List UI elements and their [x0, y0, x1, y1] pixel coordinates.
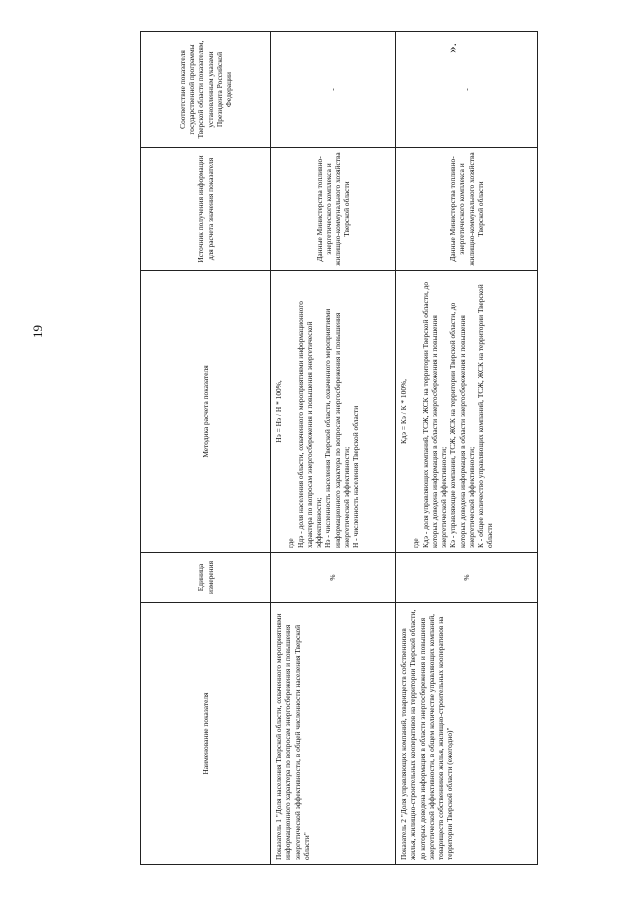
- indicator-method: [271, 271, 396, 553]
- method-line: К - общее количество управляющих компаний, ТСЖ, ЖСК на территории Тверской области: [476, 284, 495, 548]
- method-line: Ндэ - доля населения области, охваченного мероприятиями информационного характера по вопросам энергосбережения и повышения энергетической эффективности;: [295, 301, 323, 548]
- indicator-source: Данные Министерства топливно-энергетического комплекса и жилищно-коммунального хозяйства Тверской области: [396, 148, 538, 271]
- table-row: [271, 32, 396, 865]
- indicator-name: Показатель 1 "Доля населения Тверской области, охваченного мероприятиями информационного характера по вопросам энергосбережения и повышения энергетической эффективности, в общей численности населения Тверской области": [271, 603, 396, 865]
- indicator-compliance: -: [396, 32, 538, 148]
- indicator-name: Показатель 2 "Доля управляющих компаний, товариществ собственников жилья, жилищно-строительных кооперативов на территории Тверской области, до которых доведена информация в области энергосбережения и повышения энергетической эффективности, в общем количестве управляющих компаний, товариществ собственников жилья, жилищно-строительных кооперативов на территории Тверской области (ежегодно)": [396, 603, 538, 865]
- header-source: Источник получения информации для расчета значения показателя: [141, 148, 271, 271]
- method-line: где: [286, 538, 296, 548]
- header-indicator-name: Наименование показателя: [141, 603, 271, 865]
- indicator-unit: %: [271, 553, 396, 603]
- header-method: Методика расчета показателя: [141, 271, 271, 553]
- page-number: 19: [30, 325, 45, 338]
- indicator-table: [140, 31, 538, 865]
- header-unit: Единица измерения: [141, 553, 271, 603]
- method-formula: Нэ = Нэ / Н * 100%,: [274, 380, 283, 443]
- table-header-row: [141, 32, 271, 865]
- indicator-source: Данные Министерства топливно-энергетического комплекса и жилищно-коммунального хозяйства Тверской области: [271, 148, 396, 271]
- method-line: Кдэ - доля управляющих компаний, ТСЖ, ЖСК на территории Тверской области, до которых доведена информация в области энергосбережения и повышения энергетической эффективности;: [420, 281, 448, 548]
- indicator-compliance: -: [271, 32, 396, 148]
- method-line: где: [411, 538, 421, 548]
- table-row: [396, 32, 538, 865]
- method-line: Кэ - управляющие компании, ТСЖ, ЖСК на территории Тверской области, до которых доведена информация в области энергосбережения и повышения энергетической эффективности;: [448, 302, 476, 548]
- header-compliance: Соответствие показателя государственной программы Тверской области показателям, установленным указами Президента Российской Федерации: [141, 32, 271, 148]
- method-line: Н - численность населения Тверской области: [351, 405, 360, 548]
- indicator-table-rotated: [140, 32, 495, 865]
- method-formula: Кдэ = Кэ / К * 100%,: [399, 378, 408, 445]
- indicator-method: [396, 271, 538, 553]
- stray-mark: ».: [443, 43, 459, 53]
- indicator-unit: %: [396, 553, 538, 603]
- method-line: Нэ - численность населения Тверской области, охваченного мероприятиями информационного характера по вопросам энергосбережения и повышения энергетической эффективности;: [323, 308, 351, 548]
